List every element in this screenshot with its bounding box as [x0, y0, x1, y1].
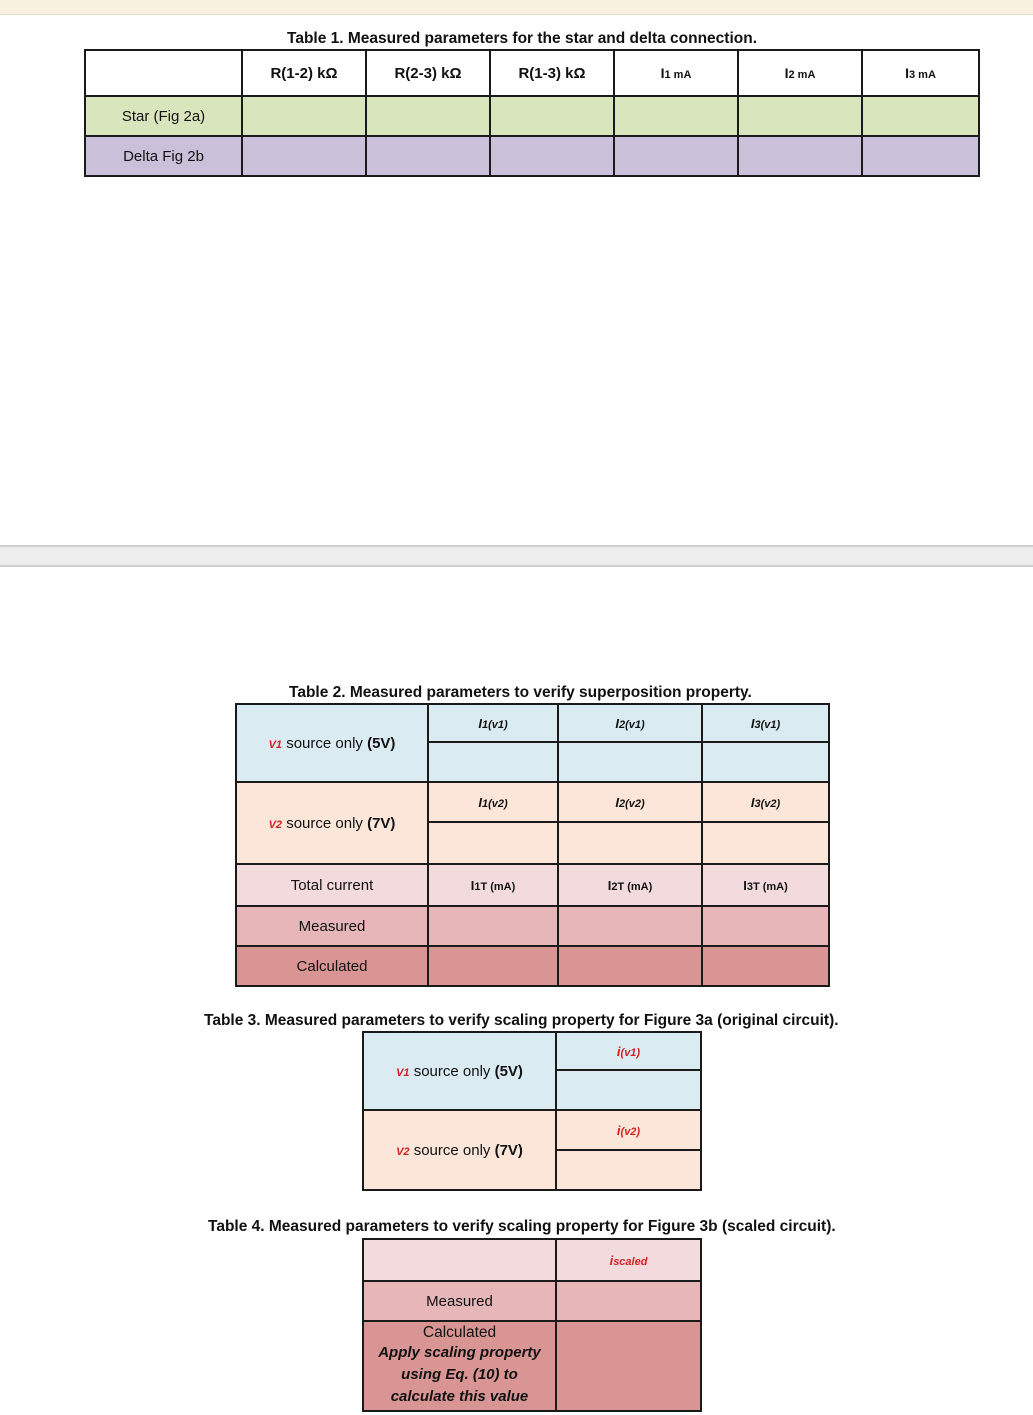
table2-header-i1-v2: I1(v2)	[428, 782, 558, 822]
table1-header-i3: I3 mA	[862, 50, 979, 96]
table4-caption: Table 4. Measured parameters to verify scaling property for Figure 3b (scaled circuit).	[208, 1218, 836, 1235]
table1-caption: Table 1. Measured parameters for the star and delta connection.	[287, 30, 758, 47]
table2-cell[interactable]	[558, 822, 702, 864]
table2-caption: Table 2. Measured parameters to verify superposition property.	[289, 684, 752, 701]
table2-header-i2-v1: I2(v1)	[558, 704, 702, 742]
table2-header-i1t: I1T (mA)	[428, 864, 558, 906]
table2-header-i3-v1: I3(v1)	[702, 704, 829, 742]
table1-cell[interactable]	[366, 136, 490, 176]
table2-cell[interactable]	[558, 906, 702, 946]
table1-header-i2: I2 mA	[738, 50, 862, 96]
table1-cell[interactable]	[738, 96, 862, 136]
table4	[362, 1238, 702, 1412]
table1-cell[interactable]	[242, 96, 366, 136]
table1-header-r23: R(2-3) kΩ	[366, 50, 490, 96]
table2-cell[interactable]	[702, 742, 829, 782]
table1-cell[interactable]	[862, 136, 979, 176]
table4-measured-label: Measured	[363, 1281, 556, 1321]
table1-corner-cell	[85, 50, 242, 96]
table1-cell[interactable]	[614, 136, 738, 176]
table2-cell[interactable]	[702, 822, 829, 864]
table1-cell[interactable]	[738, 136, 862, 176]
table1-header-r12: R(1-2) kΩ	[242, 50, 366, 96]
table3-header-i-v1: i(v1)	[556, 1032, 701, 1070]
table2-cell[interactable]	[558, 946, 702, 986]
table4-corner-cell	[363, 1239, 556, 1281]
table2-header-i2-v2: I2(v2)	[558, 782, 702, 822]
table2-cell[interactable]	[702, 906, 829, 946]
table4-calculated-note: Apply scaling property using Eq. (10) to calculate this value	[378, 1344, 541, 1405]
top-bar	[0, 0, 1033, 15]
table1-cell[interactable]	[614, 96, 738, 136]
table1-header-i1: I1 mA	[614, 50, 738, 96]
table1-cell[interactable]	[242, 136, 366, 176]
table4-cell[interactable]	[556, 1281, 701, 1321]
table3-v2-label: V2 source only (7V)	[363, 1110, 556, 1190]
table1	[84, 49, 980, 177]
table2-total-label: Total current	[236, 864, 428, 906]
table3	[362, 1031, 702, 1191]
table1-row-star	[85, 96, 979, 136]
table1-header-r13: R(1-3) kΩ	[490, 50, 614, 96]
table2-calculated-label: Calculated	[236, 946, 428, 986]
table3-header-i-v2: i(v2)	[556, 1110, 701, 1150]
table2-header-i3t: I3T (mA)	[702, 864, 829, 906]
table1-row-label: Delta Fig 2b	[85, 136, 242, 176]
table2-v2-label: V2 source only (7V)	[236, 782, 428, 864]
table1-header-row	[85, 50, 979, 96]
table1-cell[interactable]	[490, 136, 614, 176]
table2-header-i1-v1: I1(v1)	[428, 704, 558, 742]
table3-cell[interactable]	[556, 1070, 701, 1110]
table3-caption: Table 3. Measured parameters to verify scaling property for Figure 3a (original circuit).	[204, 1012, 839, 1029]
table4-calculated-label: Calculated Apply scaling property using Eq. (10) to calculate this value	[363, 1321, 556, 1411]
table2-cell[interactable]	[702, 946, 829, 986]
table2-cell[interactable]	[428, 742, 558, 782]
table2-header-i2t: I2T (mA)	[558, 864, 702, 906]
table2-measured-label: Measured	[236, 906, 428, 946]
table3-v1-label: V1 source only (5V)	[363, 1032, 556, 1110]
table1-cell[interactable]	[862, 96, 979, 136]
table4-header-i-scaled: iscaled	[556, 1239, 701, 1281]
table2-cell[interactable]	[428, 946, 558, 986]
table1-cell[interactable]	[366, 96, 490, 136]
table2-v1-label: V1 source only (5V)	[236, 704, 428, 782]
table2-cell[interactable]	[428, 822, 558, 864]
table1-row-delta	[85, 136, 979, 176]
table4-cell[interactable]	[556, 1321, 701, 1411]
table1-cell[interactable]	[490, 96, 614, 136]
table2-header-i3-v2: I3(v2)	[702, 782, 829, 822]
table2-cell[interactable]	[428, 906, 558, 946]
table3-cell[interactable]	[556, 1150, 701, 1190]
table2	[235, 703, 830, 987]
table1-row-label: Star (Fig 2a)	[85, 96, 242, 136]
table2-cell[interactable]	[558, 742, 702, 782]
page-break	[0, 545, 1033, 567]
